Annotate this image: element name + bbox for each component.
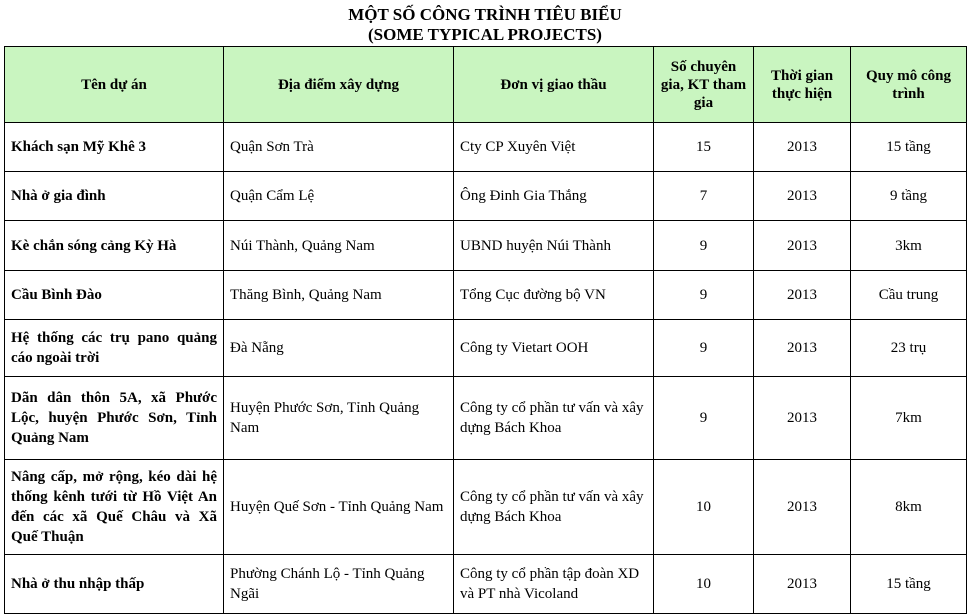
contractor-cell: Công ty cổ phần tư vấn và xây dựng Bách Khoa <box>454 460 654 555</box>
page-title-block <box>0 0 970 46</box>
table-row <box>5 221 967 271</box>
contractor-cell: Ông Đinh Gia Thắng <box>454 172 654 221</box>
year-cell: 2013 <box>754 377 851 460</box>
header-location: Địa điểm xây dựng <box>224 47 454 123</box>
scale-cell: 15 tầng <box>851 555 967 614</box>
table-row <box>5 377 967 460</box>
contractor-cell: Công ty cổ phần tư vấn và xây dựng Bách Khoa <box>454 377 654 460</box>
year-cell: 2013 <box>754 221 851 271</box>
table-row <box>5 123 967 172</box>
header-duration: Thời gian thực hiện <box>754 47 851 123</box>
location-cell: Phường Chánh Lộ - Tỉnh Quảng Ngãi <box>224 555 454 614</box>
experts-cell: 9 <box>654 377 754 460</box>
table-row <box>5 460 967 555</box>
year-cell: 2013 <box>754 320 851 377</box>
contractor-cell: Công ty cổ phần tập đoàn XD và PT nhà Vicoland <box>454 555 654 614</box>
location-cell: Thăng Bình, Quảng Nam <box>224 271 454 320</box>
contractor-cell: Công ty Vietart OOH <box>454 320 654 377</box>
scale-cell: 23 trụ <box>851 320 967 377</box>
year-cell: 2013 <box>754 123 851 172</box>
project-name-cell: Hệ thống các trụ pano quảng cáo ngoài trời <box>5 320 224 377</box>
table-row <box>5 320 967 377</box>
experts-cell: 9 <box>654 221 754 271</box>
header-experts: Số chuyên gia, KT tham gia <box>654 47 754 123</box>
header-project-name: Tên dự án <box>5 47 224 123</box>
projects-table <box>4 46 967 614</box>
page-subtitle: (SOME TYPICAL PROJECTS) <box>368 25 602 44</box>
project-name-cell: Cầu Bình Đào <box>5 271 224 320</box>
scale-cell: Cầu trung <box>851 271 967 320</box>
contractor-cell: UBND huyện Núi Thành <box>454 221 654 271</box>
table-row <box>5 172 967 221</box>
header-contractor: Đơn vị giao thầu <box>454 47 654 123</box>
header-scale: Quy mô công trình <box>851 47 967 123</box>
location-cell: Đà Nẵng <box>224 320 454 377</box>
contractor-cell: Tổng Cục đường bộ VN <box>454 271 654 320</box>
project-name-cell: Kè chắn sóng cảng Kỳ Hà <box>5 221 224 271</box>
location-cell: Núi Thành, Quảng Nam <box>224 221 454 271</box>
scale-cell: 8km <box>851 460 967 555</box>
location-cell: Huyện Quế Sơn - Tỉnh Quảng Nam <box>224 460 454 555</box>
scale-cell: 7km <box>851 377 967 460</box>
scale-cell: 9 tầng <box>851 172 967 221</box>
project-name-cell: Nhà ở thu nhập thấp <box>5 555 224 614</box>
experts-cell: 9 <box>654 320 754 377</box>
location-cell: Quận Cẩm Lệ <box>224 172 454 221</box>
experts-cell: 7 <box>654 172 754 221</box>
project-name-cell: Khách sạn Mỹ Khê 3 <box>5 123 224 172</box>
location-cell: Quận Sơn Trà <box>224 123 454 172</box>
scale-cell: 3km <box>851 221 967 271</box>
contractor-cell: Cty CP Xuyên Việt <box>454 123 654 172</box>
year-cell: 2013 <box>754 172 851 221</box>
project-name-cell: Nhà ở gia đình <box>5 172 224 221</box>
year-cell: 2013 <box>754 460 851 555</box>
experts-cell: 9 <box>654 271 754 320</box>
experts-cell: 10 <box>654 555 754 614</box>
table-row <box>5 555 967 614</box>
year-cell: 2013 <box>754 271 851 320</box>
experts-cell: 10 <box>654 460 754 555</box>
table-header-row <box>5 47 967 123</box>
experts-cell: 15 <box>654 123 754 172</box>
scale-cell: 15 tầng <box>851 123 967 172</box>
project-name-cell: Dãn dân thôn 5A, xã Phước Lộc, huyện Phước Sơn, Tỉnh Quảng Nam <box>5 377 224 460</box>
project-name-cell: Nâng cấp, mở rộng, kéo dài hệ thống kênh tưới từ Hồ Việt An đến các xã Quế Châu và Xã Quế Thuận <box>5 460 224 555</box>
year-cell: 2013 <box>754 555 851 614</box>
table-row <box>5 271 967 320</box>
location-cell: Huyện Phước Sơn, Tỉnh Quảng Nam <box>224 377 454 460</box>
page-title: MỘT SỐ CÔNG TRÌNH TIÊU BIỂU <box>348 5 622 24</box>
